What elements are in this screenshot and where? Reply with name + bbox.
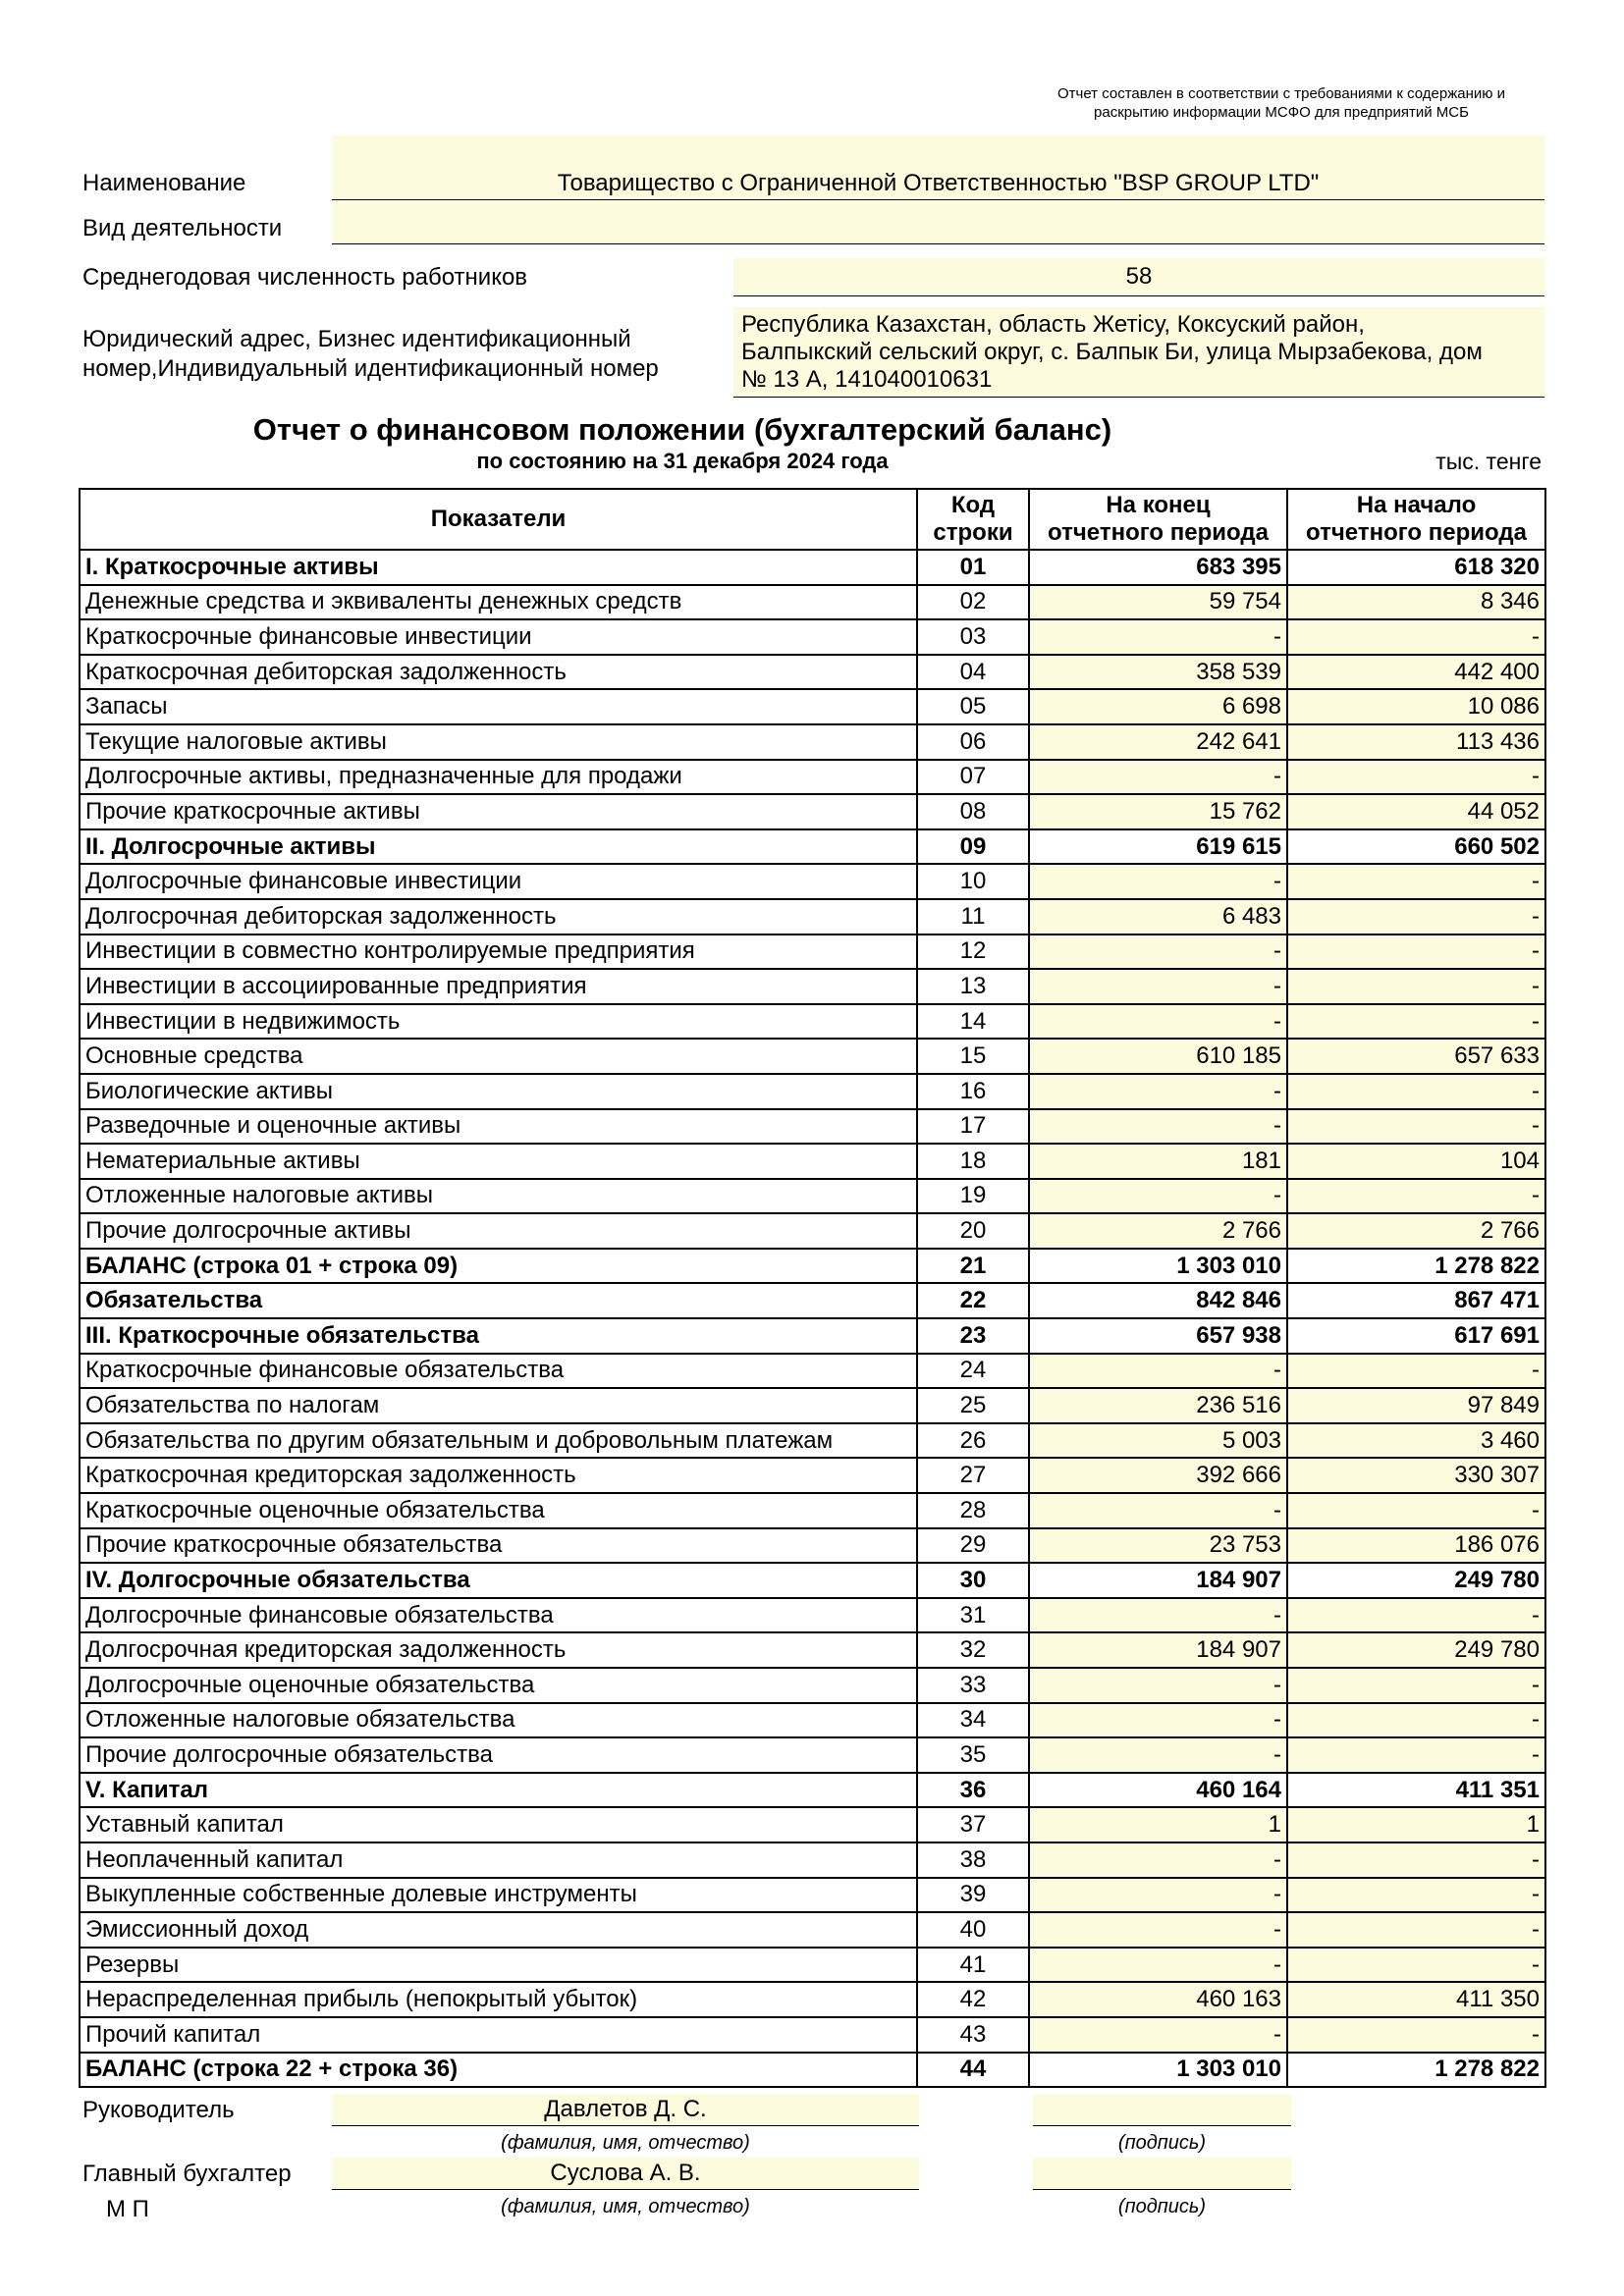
row-label: V. Капитал [80, 1773, 917, 1808]
row-label: Уставный капитал [80, 1807, 917, 1842]
row-end-value: 1 303 010 [1029, 2053, 1287, 2088]
row-end-value: 15 762 [1029, 794, 1287, 829]
row-end-value: - [1029, 1074, 1287, 1109]
row-code: 21 [917, 1249, 1029, 1284]
units-label: тыс. тенге [1435, 449, 1542, 474]
row-code: 08 [917, 794, 1029, 829]
row-start-value: 660 502 [1287, 829, 1545, 865]
table-row [80, 1563, 1545, 1598]
row-code: 25 [917, 1388, 1029, 1423]
row-end-value: 59 754 [1029, 585, 1287, 620]
row-code: 24 [917, 1354, 1029, 1389]
row-start-value: 867 471 [1287, 1283, 1545, 1318]
row-end-value: - [1029, 1004, 1287, 1040]
row-code: 36 [917, 1773, 1029, 1808]
table-row [80, 1039, 1545, 1074]
row-start-value: - [1287, 864, 1545, 899]
row-end-value: 1 303 010 [1029, 1249, 1287, 1284]
row-label: I. Краткосрочные активы [80, 550, 917, 585]
row-label: III. Краткосрочные обязательства [80, 1318, 917, 1354]
row-code: 02 [917, 585, 1029, 620]
table-row [80, 864, 1545, 899]
row-code: 05 [917, 689, 1029, 724]
address-label-line-1: Юридический адрес, Бизнес идентификационный [82, 326, 631, 352]
header-code [917, 489, 1029, 550]
table-row [80, 1074, 1545, 1109]
name-label: Наименование [82, 170, 246, 196]
row-code: 31 [917, 1598, 1029, 1633]
row-label: Резервы [80, 1948, 917, 1983]
row-label: Разведочные и оценочные активы [80, 1109, 917, 1145]
row-end-value: - [1029, 1354, 1287, 1389]
director-signature-caption: (подпись) [1117, 2132, 1207, 2154]
table-row [80, 934, 1545, 970]
row-label: Обязательства по налогам [80, 1388, 917, 1423]
row-code: 15 [917, 1039, 1029, 1074]
table-row [80, 1144, 1545, 1179]
row-end-value: 460 163 [1029, 1982, 1287, 2017]
row-code: 40 [917, 1912, 1029, 1948]
row-label: Краткосрочная кредиторская задолженность [80, 1458, 917, 1493]
row-code: 37 [917, 1807, 1029, 1842]
table-row [80, 2017, 1545, 2053]
row-end-value: 184 907 [1029, 1563, 1287, 1598]
row-end-value: - [1029, 1668, 1287, 1703]
row-start-value: - [1287, 934, 1545, 970]
row-label: Долгосрочные финансовые обязательства [80, 1598, 917, 1633]
table-row [80, 1982, 1545, 2017]
row-start-value: - [1287, 1354, 1545, 1389]
row-start-value: - [1287, 1912, 1545, 1948]
row-code: 12 [917, 934, 1029, 970]
accountant-name-field: Суслова А. В. [332, 2158, 919, 2190]
row-end-value: - [1029, 619, 1287, 655]
row-code: 18 [917, 1144, 1029, 1179]
row-start-value: - [1287, 1842, 1545, 1878]
row-start-value: 249 780 [1287, 1563, 1545, 1598]
table-row [80, 1842, 1545, 1878]
row-code: 33 [917, 1668, 1029, 1703]
table-row [80, 619, 1545, 655]
row-start-value: 104 [1287, 1144, 1545, 1179]
row-code: 29 [917, 1528, 1029, 1564]
row-start-value: 10 086 [1287, 689, 1545, 724]
row-label: Долгосрочные финансовые инвестиции [80, 864, 917, 899]
director-name-field: Давлетов Д. С. [332, 2094, 919, 2126]
row-code: 04 [917, 655, 1029, 690]
row-start-value: 3 460 [1287, 1423, 1545, 1459]
row-code: 23 [917, 1318, 1029, 1354]
table-row [80, 655, 1545, 690]
table-row [80, 724, 1545, 760]
row-end-value: 610 185 [1029, 1039, 1287, 1074]
row-start-value: 618 320 [1287, 550, 1545, 585]
row-code: 28 [917, 1493, 1029, 1528]
row-label: Нераспределенная прибыль (непокрытый убыток) [80, 1982, 917, 2017]
row-label: Долгосрочные оценочные обязательства [80, 1668, 917, 1703]
accountant-signature-caption: (подпись) [1117, 2196, 1207, 2217]
compliance-note-line-2: раскрытию информации МСФО для предприятий МСБ [1094, 104, 1469, 121]
row-code: 26 [917, 1423, 1029, 1459]
row-code: 13 [917, 969, 1029, 1004]
row-label: Краткосрочная дебиторская задолженность [80, 655, 917, 690]
row-code: 17 [917, 1109, 1029, 1145]
employees-field: 58 [733, 258, 1544, 296]
row-code: 34 [917, 1703, 1029, 1738]
row-end-value: - [1029, 1842, 1287, 1878]
accountant-signature-field [1033, 2158, 1291, 2190]
header-code-line-2: строки [933, 519, 1013, 546]
row-label: Краткосрочные финансовые инвестиции [80, 619, 917, 655]
table-row [80, 1948, 1545, 1983]
director-signature-field [1033, 2094, 1291, 2126]
table-row [80, 1388, 1545, 1423]
row-label: Инвестиции в ассоциированные предприятия [80, 969, 917, 1004]
row-start-value: 186 076 [1287, 1528, 1545, 1564]
address-line-1: Республика Казахстан, область Жетісу, Коксуский район, [741, 311, 1365, 338]
row-end-value: - [1029, 2017, 1287, 2053]
row-label: Прочие краткосрочные обязательства [80, 1528, 917, 1564]
row-start-value: 2 766 [1287, 1213, 1545, 1249]
row-start-value: - [1287, 760, 1545, 795]
row-code: 22 [917, 1283, 1029, 1318]
row-start-value: 617 691 [1287, 1318, 1545, 1354]
row-start-value: - [1287, 1948, 1545, 1983]
table-row [80, 1737, 1545, 1773]
row-end-value: 184 907 [1029, 1632, 1287, 1668]
row-label: Инвестиции в совместно контролируемые предприятия [80, 934, 917, 970]
table-row [80, 689, 1545, 724]
row-start-value: - [1287, 1737, 1545, 1773]
row-label: Запасы [80, 689, 917, 724]
row-start-value: 411 351 [1287, 1773, 1545, 1808]
row-code: 32 [917, 1632, 1029, 1668]
table-row [80, 1703, 1545, 1738]
accountant-name-caption: (фамилия, имя, отчество) [501, 2196, 750, 2217]
table-row [80, 1109, 1545, 1145]
row-label: Обязательства [80, 1283, 917, 1318]
row-label: IV. Долгосрочные обязательства [80, 1563, 917, 1598]
row-code: 35 [917, 1737, 1029, 1773]
row-end-value: 392 666 [1029, 1458, 1287, 1493]
row-start-value: - [1287, 1493, 1545, 1528]
row-start-value: - [1287, 1878, 1545, 1913]
table-row [80, 1318, 1545, 1354]
address-label-line-2: номер,Индивидуальный идентификационный номер [82, 355, 659, 382]
row-start-value: - [1287, 1179, 1545, 1214]
compliance-note [1001, 84, 1561, 122]
row-end-value: - [1029, 1109, 1287, 1145]
row-start-value: - [1287, 1598, 1545, 1633]
row-code: 30 [917, 1563, 1029, 1598]
address-line-3: № 13 А, 141040010631 [741, 366, 993, 393]
row-code: 41 [917, 1948, 1029, 1983]
table-row [80, 829, 1545, 865]
row-label: Долгосрочная дебиторская задолженность [80, 899, 917, 934]
header-start-line-2: отчетного периода [1306, 519, 1527, 546]
row-start-value: - [1287, 2017, 1545, 2053]
table-row [80, 794, 1545, 829]
row-code: 38 [917, 1842, 1029, 1878]
table-row [80, 1773, 1545, 1808]
table-row [80, 1878, 1545, 1913]
row-label: Основные средства [80, 1039, 917, 1074]
balance-table [79, 488, 1546, 2088]
row-end-value: 842 846 [1029, 1283, 1287, 1318]
row-end-value: 236 516 [1029, 1388, 1287, 1423]
row-end-value: - [1029, 1878, 1287, 1913]
accountant-label: Главный бухгалтер [82, 2161, 292, 2187]
row-start-value: - [1287, 1668, 1545, 1703]
employees-label: Среднегодовая численность работников [82, 264, 528, 291]
address-field [733, 307, 1544, 398]
row-code: 39 [917, 1878, 1029, 1913]
row-code: 11 [917, 899, 1029, 934]
row-start-value: 97 849 [1287, 1388, 1545, 1423]
row-label: Краткосрочные финансовые обязательства [80, 1354, 917, 1389]
table-row [80, 1423, 1545, 1459]
row-start-value: 8 346 [1287, 585, 1545, 620]
table-row [80, 1493, 1545, 1528]
row-label: Текущие налоговые активы [80, 724, 917, 760]
row-label: Выкупленные собственные долевые инструменты [80, 1878, 917, 1913]
row-label: Прочие долгосрочные обязательства [80, 1737, 917, 1773]
table-row [80, 1249, 1545, 1284]
row-label: Неоплаченный капитал [80, 1842, 917, 1878]
row-end-value: 460 164 [1029, 1773, 1287, 1808]
row-end-value: - [1029, 1948, 1287, 1983]
report-subtitle: по состоянию на 31 декабря 2024 года [476, 449, 889, 473]
row-end-value: 619 615 [1029, 829, 1287, 865]
table-row [80, 1528, 1545, 1564]
table-row [80, 899, 1545, 934]
director-name-caption: (фамилия, имя, отчество) [501, 2132, 750, 2154]
row-code: 42 [917, 1982, 1029, 2017]
row-end-value: - [1029, 1179, 1287, 1214]
row-start-value: 330 307 [1287, 1458, 1545, 1493]
row-end-value: 6 698 [1029, 689, 1287, 724]
row-end-value: - [1029, 969, 1287, 1004]
row-end-value: - [1029, 760, 1287, 795]
row-start-value: 1 278 822 [1287, 1249, 1545, 1284]
row-label: Биологические активы [80, 1074, 917, 1109]
row-end-value: - [1029, 1737, 1287, 1773]
address-line-2: Балпыкский сельский округ, с. Балпык Би, улица Мырзабекова, дом [741, 339, 1483, 365]
row-start-value: - [1287, 1109, 1545, 1145]
header-end-line-1: На конец [1106, 492, 1211, 518]
director-label: Руководитель [82, 2097, 235, 2123]
table-row [80, 1912, 1545, 1948]
row-end-value: 358 539 [1029, 655, 1287, 690]
row-code: 14 [917, 1004, 1029, 1040]
activity-label: Вид деятельности [82, 215, 283, 241]
row-code: 44 [917, 2053, 1029, 2088]
company-name-field: Товарищество с Ограниченной Ответственностью "BSP GROUP LTD" [332, 167, 1544, 200]
header-end-line-2: отчетного периода [1048, 519, 1269, 546]
stamp-label: М П [106, 2196, 149, 2222]
table-row [80, 760, 1545, 795]
table-row [80, 1632, 1545, 1668]
row-start-value: - [1287, 1074, 1545, 1109]
row-end-value: - [1029, 1493, 1287, 1528]
row-end-value: 6 483 [1029, 899, 1287, 934]
header-start-line-1: На начало [1356, 492, 1477, 518]
row-code: 20 [917, 1213, 1029, 1249]
header-end-period [1029, 489, 1287, 550]
row-label: Инвестиции в недвижимость [80, 1004, 917, 1040]
row-label: БАЛАНС (строка 22 + строка 36) [80, 2053, 917, 2088]
row-end-value: 1 [1029, 1807, 1287, 1842]
activity-field [332, 211, 1544, 244]
row-end-value: 242 641 [1029, 724, 1287, 760]
row-label: Нематериальные активы [80, 1144, 917, 1179]
header-start-period [1287, 489, 1545, 550]
row-label: Обязательства по другим обязательным и добровольным платежам [80, 1423, 917, 1459]
row-start-value: 411 350 [1287, 1982, 1545, 2017]
row-code: 09 [917, 829, 1029, 865]
row-code: 16 [917, 1074, 1029, 1109]
row-label: Краткосрочные оценочные обязательства [80, 1493, 917, 1528]
header-code-line-1: Код [950, 492, 996, 518]
row-end-value: - [1029, 1703, 1287, 1738]
row-label: Долгосрочная кредиторская задолженность [80, 1632, 917, 1668]
row-label: Отложенные налоговые обязательства [80, 1703, 917, 1738]
row-end-value: 2 766 [1029, 1213, 1287, 1249]
table-row [80, 550, 1545, 585]
header-indicator: Показатели [80, 489, 917, 550]
row-label: Эмиссионный доход [80, 1912, 917, 1948]
table-row [80, 1807, 1545, 1842]
table-row [80, 1179, 1545, 1214]
table-row [80, 1598, 1545, 1633]
row-label: II. Долгосрочные активы [80, 829, 917, 865]
row-start-value: - [1287, 1004, 1545, 1040]
row-label: Отложенные налоговые активы [80, 1179, 917, 1214]
row-start-value: - [1287, 969, 1545, 1004]
row-code: 10 [917, 864, 1029, 899]
row-label: Прочие краткосрочные активы [80, 794, 917, 829]
table-row [80, 1458, 1545, 1493]
row-end-value: 657 938 [1029, 1318, 1287, 1354]
table-row [80, 1283, 1545, 1318]
row-label: БАЛАНС (строка 01 + строка 09) [80, 1249, 917, 1284]
row-end-value: 683 395 [1029, 550, 1287, 585]
table-body [80, 550, 1545, 2087]
row-start-value: - [1287, 1703, 1545, 1738]
row-code: 07 [917, 760, 1029, 795]
row-label: Денежные средства и эквиваленты денежных средств [80, 585, 917, 620]
row-start-value: 249 780 [1287, 1632, 1545, 1668]
row-code: 43 [917, 2017, 1029, 2053]
table-row [80, 1004, 1545, 1040]
table-row [80, 969, 1545, 1004]
row-end-value: - [1029, 1598, 1287, 1633]
row-start-value: - [1287, 619, 1545, 655]
row-start-value: 657 633 [1287, 1039, 1545, 1074]
row-start-value: 44 052 [1287, 794, 1545, 829]
table-header-row [80, 489, 1545, 550]
row-start-value: 1 278 822 [1287, 2053, 1545, 2088]
row-start-value: 113 436 [1287, 724, 1545, 760]
compliance-note-line-1: Отчет составлен в соответствии с требованиями к содержанию и [1056, 85, 1506, 102]
address-label [82, 325, 659, 384]
row-end-value: - [1029, 864, 1287, 899]
row-end-value: 5 003 [1029, 1423, 1287, 1459]
row-code: 01 [917, 550, 1029, 585]
row-start-value: 442 400 [1287, 655, 1545, 690]
row-end-value: 23 753 [1029, 1528, 1287, 1564]
row-code: 03 [917, 619, 1029, 655]
row-start-value: 1 [1287, 1807, 1545, 1842]
row-label: Прочие долгосрочные активы [80, 1213, 917, 1249]
table-row [80, 1668, 1545, 1703]
row-code: 06 [917, 724, 1029, 760]
row-label: Долгосрочные активы, предназначенные для продажи [80, 760, 917, 795]
table-row [80, 1213, 1545, 1249]
row-end-value: - [1029, 1912, 1287, 1948]
row-code: 19 [917, 1179, 1029, 1214]
row-end-value: - [1029, 934, 1287, 970]
table-row [80, 2053, 1545, 2088]
row-end-value: 181 [1029, 1144, 1287, 1179]
row-start-value: - [1287, 899, 1545, 934]
report-title: Отчет о финансовом положении (бухгалтерский баланс) [252, 412, 1112, 447]
row-label: Прочий капитал [80, 2017, 917, 2053]
row-code: 27 [917, 1458, 1029, 1493]
table-row [80, 585, 1545, 620]
table-row [80, 1354, 1545, 1389]
